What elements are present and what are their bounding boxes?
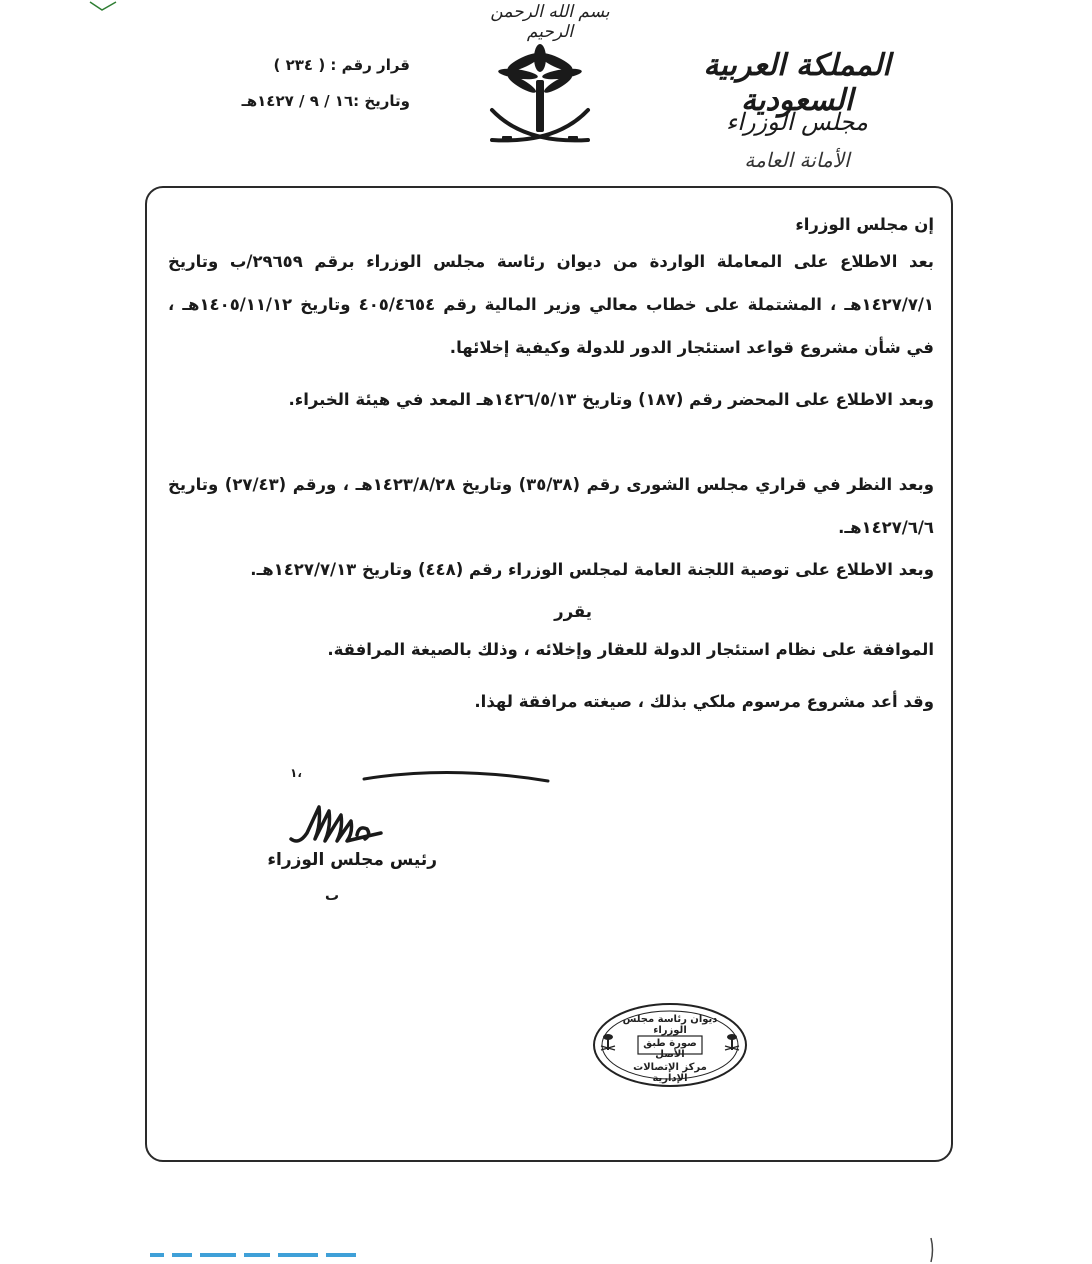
palm-swords-emblem-icon: [484, 40, 596, 162]
signature-tick-icon: ٮ: [325, 888, 340, 904]
decision-date: وتاريخ :١٦ / ٩ / ١٤٢٧هـ: [241, 92, 410, 110]
decision-number: قرار رقم : ( ٢٣٤ ): [273, 56, 410, 74]
stamp-middle-text: صورة طبق الأصل: [643, 1038, 697, 1060]
stamp-bottom-text: مركز الإتصالات الإدارية: [633, 1062, 707, 1084]
paragraph-approval: الموافقة على نظام استئجار الدولة للعقار وإخلائه ، وذلك بالصيغة المرافقة.: [327, 640, 934, 659]
signature-stroke: [360, 765, 560, 795]
decides-heading: يقرر: [554, 602, 592, 621]
paragraph-committee-recommendation: وبعد الاطلاع على توصية اللجنة العامة لمجلس الوزراء رقم (٤٤٨) وتاريخ ١٤٢٧/٧/١٣هـ.: [250, 560, 934, 579]
bottom-blue-strip: [150, 1252, 370, 1258]
paragraph-review-transaction: بعد الاطلاع على المعاملة الواردة من ديوان رئاسة مجلس الوزراء برقم ٢٩٦٥٩/ب وتاريخ ١٤٢٧/٧/١هـ ، المشتملة على خطاب معالي وزير المالية رقم ٤٠٥/٤٦٥٤ وتاريخ ١٤٠٥/١١/١٢هـ ، في شأن مشروع قواعد استئجار الدور للدولة وكيفية إخلائها.: [168, 252, 934, 357]
kingdom-title: المملكة العربية السعودية: [703, 48, 891, 118]
opening-line: إن مجلس الوزراء: [795, 215, 934, 234]
paragraph-minutes: وبعد الاطلاع على المحضر رقم (١٨٧) وتاريخ ١٤٢٦/٥/١٣هـ المعد في هيئة الخبراء.: [288, 390, 934, 409]
bottom-edge-mark-icon: [928, 1236, 938, 1264]
paragraph-shura-decisions: وبعد النظر في قراري مجلس الشورى رقم (٣٥/٣٨) وتاريخ ١٤٢٣/٨/٢٨هـ ، ورقم (٢٧/٤٣) وتاريخ ١٤٢٧/٦/٦هـ.: [168, 475, 934, 537]
signatory-title: رئيس مجلس الوزراء: [267, 850, 437, 870]
corner-green-mark-icon: [88, 0, 118, 12]
paragraph-royal-decree: وقد أعد مشروع مرسوم ملكي بذلك ، صيغته مرافقة لهذا.: [474, 692, 934, 711]
handwritten-signature: [285, 795, 405, 855]
official-stamp: [590, 1000, 750, 1090]
stamp-top-text: ديوان رئاسة مجلس الوزراء: [622, 1014, 718, 1036]
secretariat-title: الأمانة العامة: [744, 148, 850, 172]
council-title: مجلس الوزراء: [725, 108, 869, 136]
basmala: بسم الله الرحمن الرحيم: [490, 2, 610, 42]
signature-dot-icon: ١،: [290, 766, 302, 780]
